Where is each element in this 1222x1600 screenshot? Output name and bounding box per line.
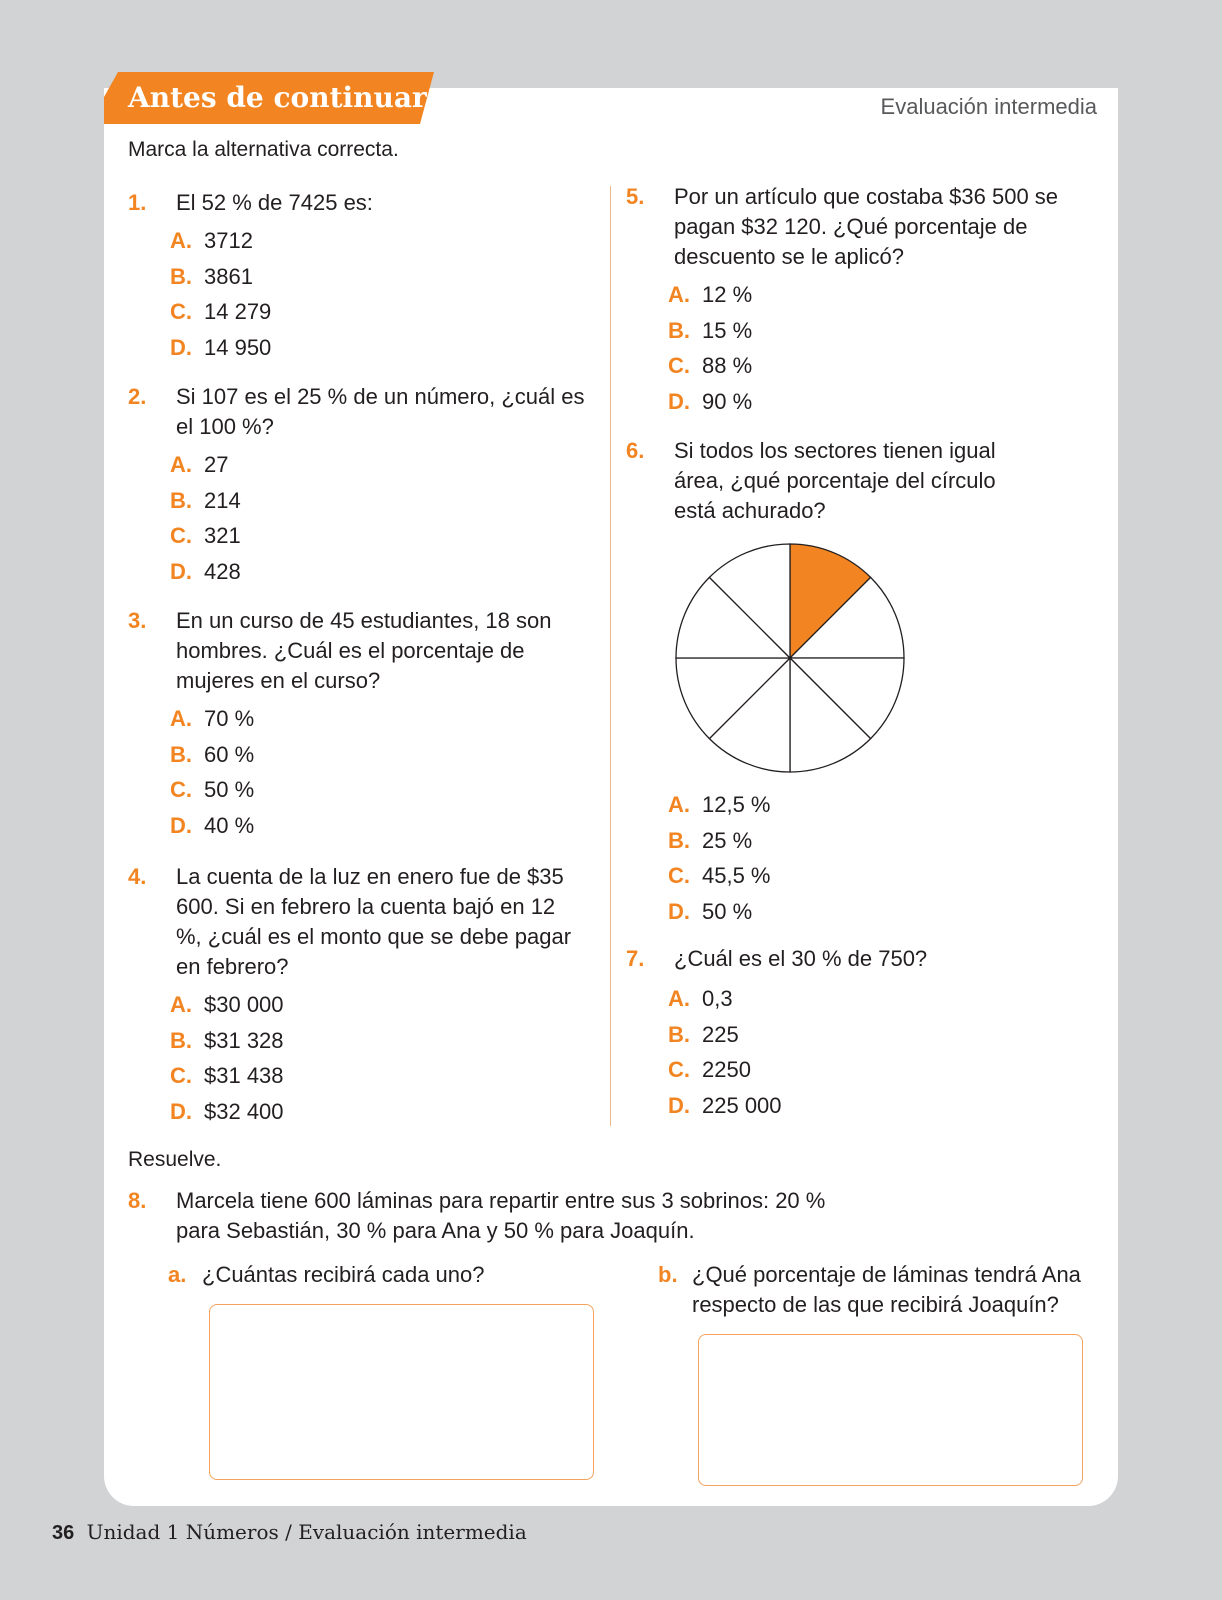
option-a[interactable] xyxy=(170,450,241,486)
option-text: $31 328 xyxy=(204,1027,284,1053)
option-text: $30 000 xyxy=(204,992,284,1017)
option-a[interactable] xyxy=(668,984,782,1020)
option-text: 90 % xyxy=(702,388,753,414)
option-letter: C. xyxy=(170,777,192,802)
option-letter: B. xyxy=(668,317,690,343)
option-text: 12 % xyxy=(702,282,753,307)
option-text: 225 000 xyxy=(702,1092,782,1118)
option-text: 14 279 xyxy=(204,299,272,324)
instruction-text: Marca la alternativa correcta. xyxy=(128,138,399,161)
option-letter: D. xyxy=(668,388,690,414)
option-letter: A. xyxy=(170,706,192,731)
option-a[interactable] xyxy=(170,990,284,1026)
question-number: 5. xyxy=(626,184,645,209)
part-text: ¿Cuántas recibirá cada uno? xyxy=(202,1262,485,1287)
option-text: 25 % xyxy=(702,827,753,853)
option-c[interactable] xyxy=(668,351,752,387)
question-stem: Si todos los sectores tienen igual área, ¿qué porcentaje del círculo está achurado? xyxy=(674,438,996,523)
option-d[interactable] xyxy=(170,557,241,593)
option-b[interactable] xyxy=(170,740,254,776)
option-d[interactable] xyxy=(170,333,271,369)
option-letter: D. xyxy=(170,558,192,584)
section-label: Evaluación intermedia xyxy=(880,94,1097,119)
question-number: 6. xyxy=(626,438,645,463)
question-number: 1. xyxy=(128,190,147,215)
answer-box-b[interactable] xyxy=(698,1334,1083,1486)
option-letter: B. xyxy=(170,487,192,513)
option-letter: C. xyxy=(668,1057,690,1082)
part-letter: b. xyxy=(658,1262,678,1287)
options-list xyxy=(170,226,271,368)
option-c[interactable] xyxy=(170,1061,284,1097)
option-c[interactable] xyxy=(170,521,241,557)
option-d[interactable] xyxy=(668,387,752,423)
option-letter: A. xyxy=(170,452,192,477)
option-c[interactable] xyxy=(668,861,771,897)
option-c[interactable] xyxy=(170,297,271,333)
option-text: 60 % xyxy=(204,741,255,767)
question-number: 7. xyxy=(626,946,645,971)
option-a[interactable] xyxy=(668,790,771,826)
column-divider xyxy=(610,186,611,1126)
option-text: 214 xyxy=(204,487,241,513)
question-stem: ¿Cuál es el 30 % de 750? xyxy=(674,946,928,971)
option-a[interactable] xyxy=(170,704,254,740)
option-letter: C. xyxy=(668,863,690,888)
option-letter: A. xyxy=(668,986,690,1011)
option-letter: D. xyxy=(170,812,192,838)
page-number: 36 xyxy=(52,1522,75,1544)
option-letter: D. xyxy=(668,898,690,924)
option-text: 2250 xyxy=(702,1057,751,1082)
instruction-resolve: Resuelve. xyxy=(128,1148,222,1171)
options-list xyxy=(170,450,241,592)
option-letter: A. xyxy=(668,792,690,817)
options-list xyxy=(668,790,771,932)
option-letter: B. xyxy=(170,263,192,289)
option-text: 45,5 % xyxy=(702,863,771,888)
option-d[interactable] xyxy=(170,1097,284,1133)
option-b[interactable] xyxy=(170,262,271,298)
option-text: 321 xyxy=(204,523,241,548)
banner-title: Antes de continuar xyxy=(128,81,427,114)
question-stem: En un curso de 45 estudiantes, 18 son hombres. ¿Cuál es el porcentaje de mujeres en el curso? xyxy=(176,608,552,693)
option-a[interactable] xyxy=(668,280,752,316)
option-d[interactable] xyxy=(668,1091,782,1127)
part-letter: a. xyxy=(168,1262,187,1287)
question-number: 3. xyxy=(128,608,147,633)
option-letter: C. xyxy=(668,353,690,378)
option-text: 14 950 xyxy=(204,334,272,360)
option-letter: B. xyxy=(170,1027,192,1053)
options-list xyxy=(668,984,782,1126)
option-letter: B. xyxy=(170,741,192,767)
option-letter: C. xyxy=(170,523,192,548)
question-stem: Marcela tiene 600 láminas para repartir entre sus 3 sobrinos: 20 % para Sebastián, 30 % para Ana y 50 % para Joaquín. xyxy=(176,1188,826,1243)
question-number: 2. xyxy=(128,384,147,409)
option-text: 50 % xyxy=(204,777,255,802)
option-d[interactable] xyxy=(668,897,771,933)
option-letter: C. xyxy=(170,299,192,324)
question-stem: Por un artículo que costaba $36 500 se pagan $32 120. ¿Qué porcentaje de descuento se le aplicó? xyxy=(674,184,1059,269)
option-text: 15 % xyxy=(702,317,753,343)
option-text: 27 xyxy=(204,452,229,477)
question-stem: La cuenta de la luz en enero fue de $35 600. Si en febrero la cuenta bajó en 12 %, ¿cuál es el monto que se debe pagar en febrero? xyxy=(176,864,572,979)
option-text: 3861 xyxy=(204,263,253,289)
option-letter: D. xyxy=(170,334,192,360)
option-b[interactable] xyxy=(668,826,771,862)
option-a[interactable] xyxy=(170,226,271,262)
circle-sector-figure xyxy=(672,540,908,776)
options-list xyxy=(170,990,284,1132)
option-b[interactable] xyxy=(170,486,241,522)
option-text: 428 xyxy=(204,558,241,584)
footer-text: Unidad 1 Números / Evaluación intermedia xyxy=(86,1520,527,1544)
option-text: 70 % xyxy=(204,706,255,731)
question-stem: Si 107 es el 25 % de un número, ¿cuál es el 100 %? xyxy=(176,384,585,439)
option-letter: D. xyxy=(668,1092,690,1118)
option-text: 88 % xyxy=(702,353,753,378)
option-text: 50 % xyxy=(702,898,753,924)
option-letter: B. xyxy=(668,827,690,853)
options-list xyxy=(668,280,752,422)
option-letter: B. xyxy=(668,1021,690,1047)
option-letter: C. xyxy=(170,1063,192,1088)
option-letter: A. xyxy=(668,282,690,307)
option-letter: A. xyxy=(170,228,192,253)
option-letter: A. xyxy=(170,992,192,1017)
option-c[interactable] xyxy=(170,775,254,811)
option-letter: D. xyxy=(170,1098,192,1124)
option-text: $32 400 xyxy=(204,1098,284,1124)
option-text: 0,3 xyxy=(702,986,733,1011)
option-b[interactable] xyxy=(668,316,752,352)
option-d[interactable] xyxy=(170,811,254,847)
page-footer xyxy=(52,1520,527,1545)
question-number: 8. xyxy=(128,1188,147,1213)
answer-box-a[interactable] xyxy=(209,1304,594,1480)
option-text: 12,5 % xyxy=(702,792,771,817)
option-text: 225 xyxy=(702,1021,739,1047)
question-number: 4. xyxy=(128,864,147,889)
option-c[interactable] xyxy=(668,1055,782,1091)
option-text: $31 438 xyxy=(204,1063,284,1088)
option-text: 40 % xyxy=(204,812,255,838)
option-text: 3712 xyxy=(204,228,253,253)
question-stem: El 52 % de 7425 es: xyxy=(176,190,373,215)
options-list xyxy=(170,704,254,846)
option-b[interactable] xyxy=(668,1020,782,1056)
part-text: ¿Qué porcentaje de láminas tendrá Ana respecto de las que recibirá Joaquín? xyxy=(692,1262,1081,1317)
option-b[interactable] xyxy=(170,1026,284,1062)
